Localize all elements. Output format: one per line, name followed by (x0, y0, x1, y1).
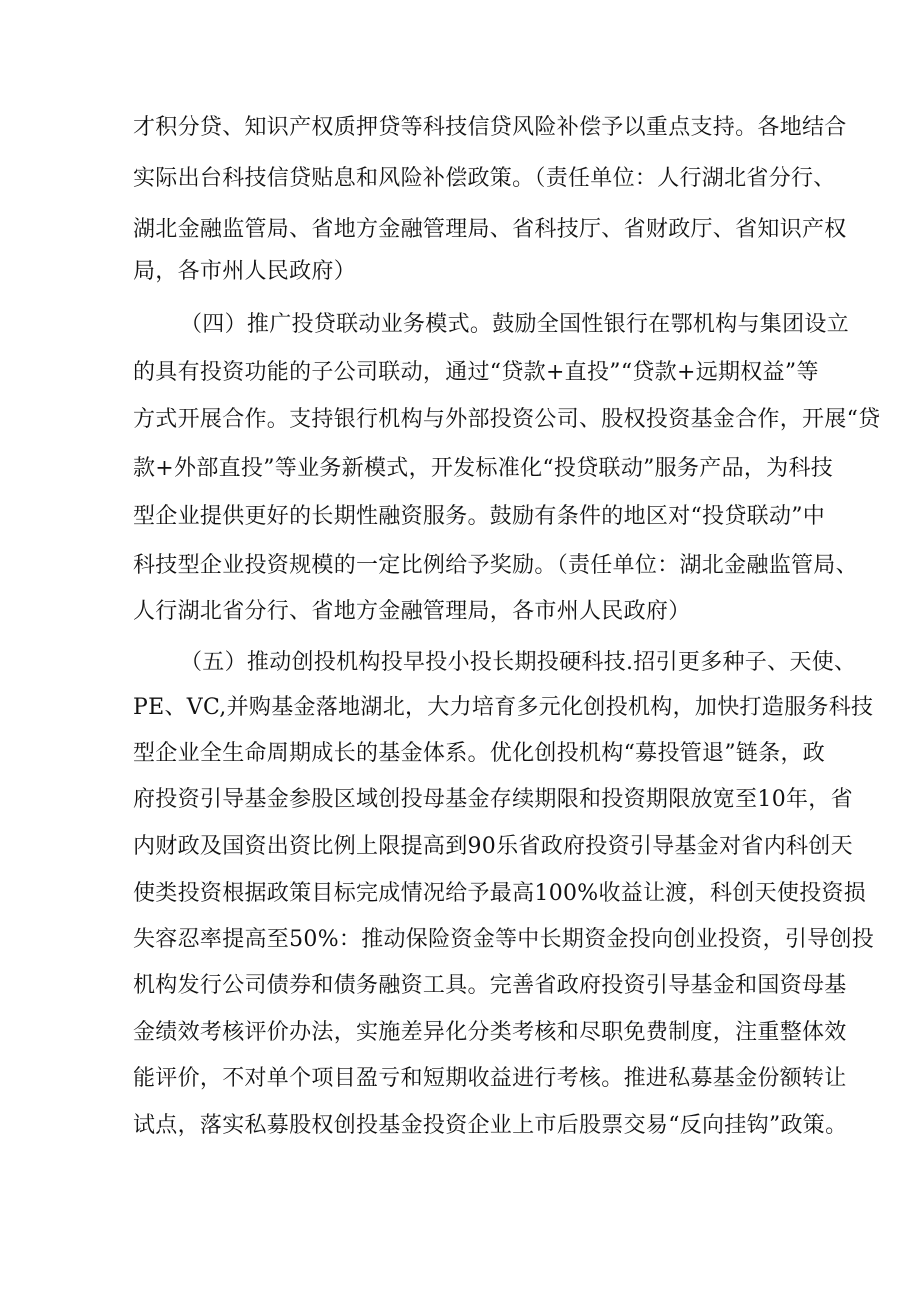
text-line: 的具有投资功能的子公司联动，通过“贷款+直投”“贷款+远期权益”等 (133, 360, 819, 385)
text-line: 金绩效考核评价办法，实施差异化分类考核和尽职免费制度，注重整体效 (133, 1020, 847, 1045)
text-line: 机构发行公司债券和债务融资工具。完善省政府投资引导基金和国资母基 (133, 973, 847, 998)
text-line: 湖北金融监管局、省地方金融管理局、省科技厅、省财政厅、省知识产权 (133, 217, 847, 242)
text-line: 局，各市州人民政府） (133, 259, 357, 284)
text-line: 型企业提供更好的长期性融资服务。鼓励有条件的地区对“投贷联动”中 (133, 504, 826, 529)
text-line: 款+外部直投”等业务新模式，开发标准化“投贷联动”服务产品，为科技 (133, 456, 834, 481)
text-line: PE、VC,并购基金落地湖北，大力培育多元化创投机构，加快打造服务科技 (133, 695, 874, 720)
text-line: 型企业全生命周期成长的基金体系。优化创投机构“募投管退”链条，政 (133, 741, 826, 766)
text-line: 科技型企业投资规模的一定比例给予奖励。（责任单位：湖北金融监管局、 (133, 553, 858, 578)
text-line: 实际出台科技信贷贴息和风险补偿政策。（责任单位：人行湖北省分行、 (133, 166, 836, 191)
section-heading-4: （四）推广投贷联动业务模式。鼓励全国性银行在鄂机构与集团设立 (180, 312, 850, 337)
text-line: 失容忍率提高至50%：推动保险资金等中长期资金投向创业投资，引导创投 (133, 927, 875, 952)
text-line: 试点，落实私募股权创投基金投资企业上市后股票交易“反向挂钩”政策。 (133, 1113, 848, 1138)
text-line: 能评价，不对单个项目盈亏和短期收益进行考核。推进私募基金份额转让 (133, 1066, 847, 1091)
text-line: 府投资引导基金参股区域创投母基金存续期限和投资期限放宽至10年，省 (133, 787, 853, 812)
text-line: 方式开展合作。支持银行机构与外部投资公司、股权投资基金合作，开展“贷 (133, 407, 881, 432)
text-line: 内财政及国资出资比例上限提高到90乐省政府投资引导基金对省内科创天 (133, 834, 853, 859)
section-heading-5: （五）推动创投机构投早投小投长期投硬科技.招引更多种子、天使、 (180, 650, 857, 675)
text-line: 才积分贷、知识产权质押贷等科技信贷风险补偿予以重点支持。各地结合 (133, 115, 847, 140)
text-line: 人行湖北省分行、省地方金融管理局，各市州人民政府） (133, 599, 691, 624)
text-line: 使类投资根据政策目标完成情况给予最高100%收益让渡，科创天使投资损 (133, 881, 867, 906)
